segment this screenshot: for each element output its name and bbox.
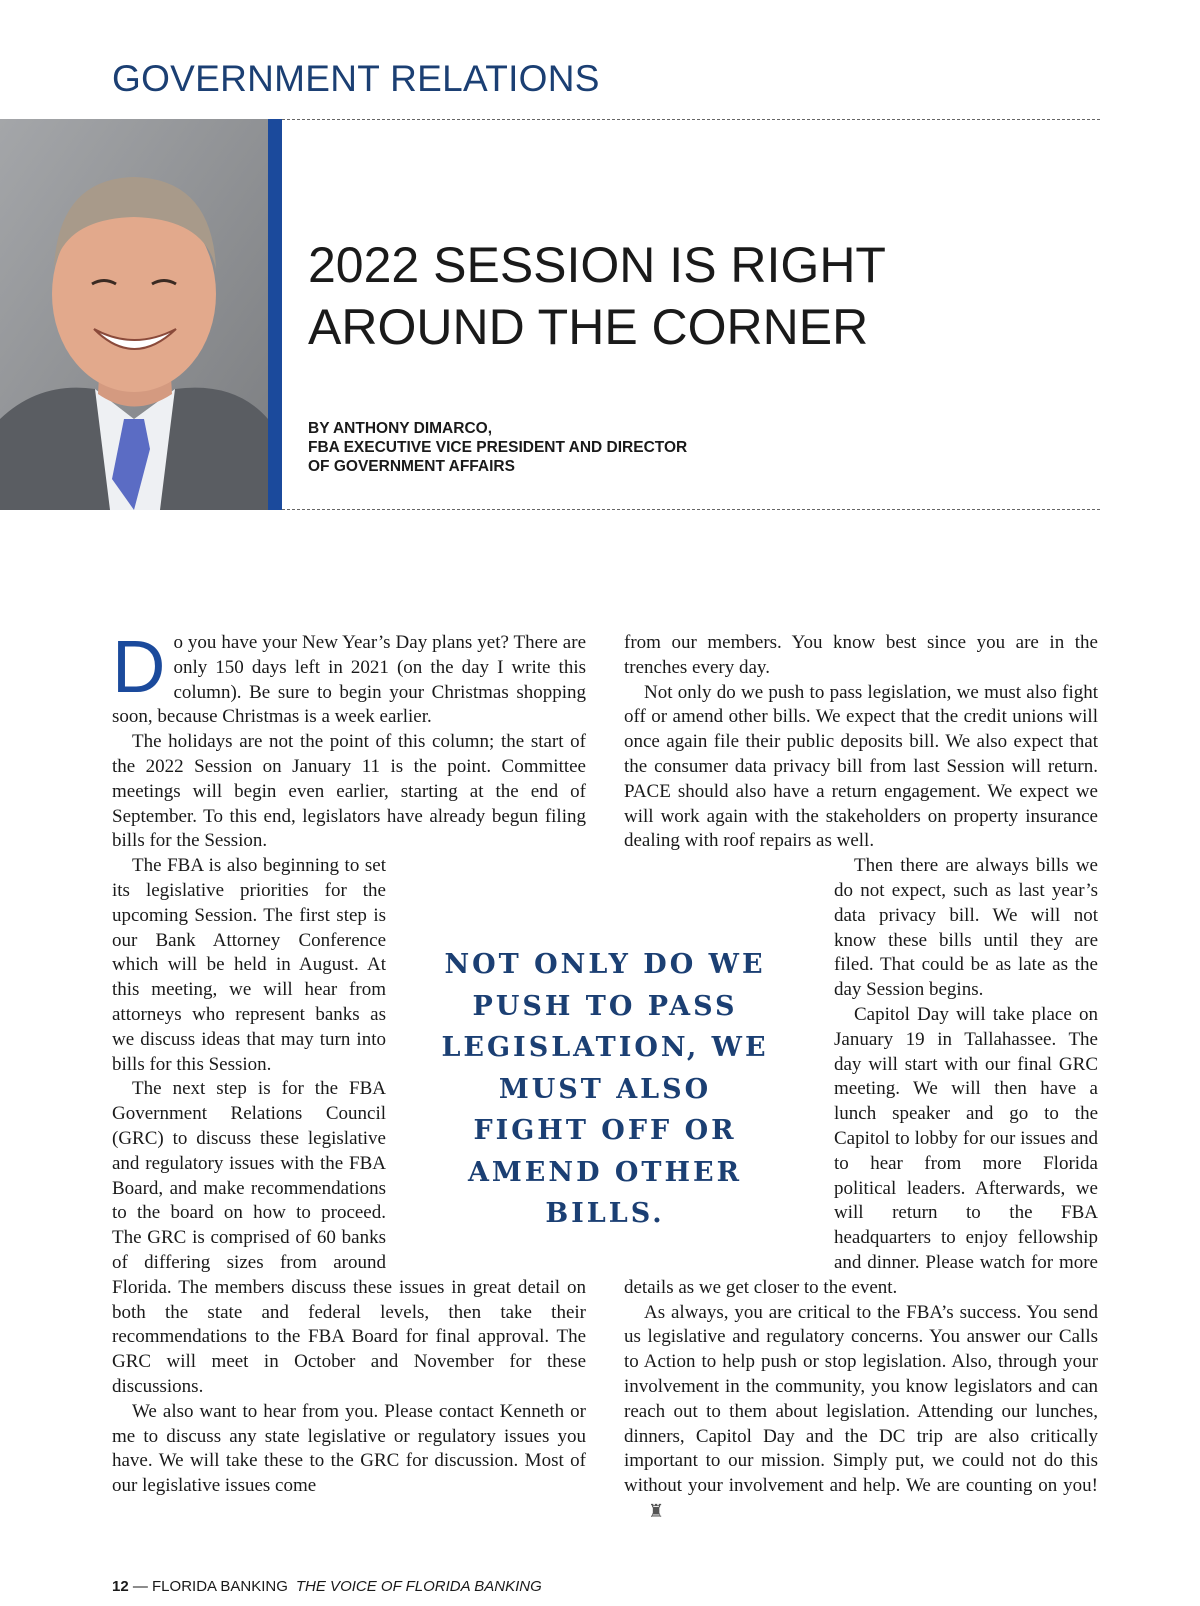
byline	[308, 419, 908, 476]
page-number: 12	[112, 1578, 129, 1595]
headline	[308, 234, 1028, 358]
article-paragraph: Capitol Day will take place on January 19 in Tallahassee. The day will start with our final GRC meeting. We will then have a lunch speaker and go to the Capitol to lobby for our issues and to hear from more Florida political leaders. Afterwards, we will return to the FBA headquarters to enjoy fellowship and dinner. Please watch for more details as we get closer to the event.	[624, 1003, 1098, 1298]
page-footer	[112, 1578, 542, 1595]
article-paragraph	[624, 1301, 1098, 1525]
article-paragraph: The FBA is also beginning to set its legislative priorities for the upcoming Session. The first step is our Bank Attorney Conference which will be held in August. At this meeting, we will hear from attorneys who represent banks as we discuss ideas that may turn into bills for this Session.	[112, 855, 386, 1075]
top-dashed-rule	[282, 119, 1100, 120]
accent-bar	[268, 119, 282, 510]
article-paragraph: Not only do we push to pass legislation, we must also fight off or amend other bills. We expect that the credit unions will once again file their public deposits bill. We also expect that the consumer data privacy bill from last Session will return. PACE should also have a return engagement. We expect we will work again with the stakeholders on property insurance dealing with roof repairs as well.	[624, 681, 1098, 852]
headline-line: AROUND THE CORNER	[308, 299, 869, 355]
article-paragraph: The next step is for the FBA Government Relations Council (GRC) to discuss these legislative and regulatory issues with the FBA Board, and make recommendations to the board on how to proceed. The GRC is comprised of 60 banks of differing sizes from around Florida. The members discuss these issues in great detail on both the state and federal levels, then take their recommendations to the FBA Board for final approval. The GRC will meet in October and November for these discussions.	[112, 1078, 586, 1397]
bottom-dashed-rule	[282, 509, 1100, 510]
article-paragraph: We also want to hear from you. Please contact Kenneth or me to discuss any state legislative or regulatory issues you have. We will take these to the GRC for discussion. Most of our legislative issues come	[112, 1400, 586, 1497]
byline-line: BY ANTHONY DIMARCO,	[308, 420, 493, 437]
author-portrait	[0, 119, 268, 510]
byline-line: OF GOVERNMENT AFFAIRS	[308, 458, 515, 475]
section-label: GOVERNMENT RELATIONS	[112, 58, 600, 99]
article-paragraph: The holidays are not the point of this column; the start of the 2022 Session on January 11 is the point. Committee meetings will begin even earlier, starting at the end of September. To this end, legislators have already begun filing bills for the Session.	[112, 731, 586, 852]
article-paragraph	[112, 625, 586, 730]
headline-line: 2022 SESSION IS RIGHT	[308, 237, 886, 293]
article-paragraph: Then there are always bills we do not expect, such as last year’s data privacy bill. We will not know these bills until they are filed. That could be as late as the day Session begins.	[834, 855, 1098, 1001]
pull-quote: NOT ONLY DO WE PUSH TO PASS LEGISLATION, WE MUST ALSO FIGHT OFF OR AMEND OTHER BILLS.	[441, 949, 769, 1229]
article-paragraph: from our members. You know best since you are in the trenches every day.	[624, 632, 1098, 678]
paragraph-text: o you have your New Year’s Day plans yet? There are only 150 days left in 2021 (on the day I write this column). Be sure to begin your Christmas shopping soon, because Christmas is a week earlier.	[112, 632, 586, 728]
paragraph-text: As always, you are critical to the FBA’s success. You send us legislative and regulatory concerns. You answer our Calls to Action to help push or stop legislation. Also, through your involvement in the community, you know legislators and can reach out to them about legislation. Attending our lunches, dinners, Capitol Day and the DC trip are also critically important to our mission. Simply put, we could not do this without your involvement and help. We are counting on you!	[624, 1301, 1098, 1497]
drop-cap: D	[112, 625, 166, 708]
fba-end-mark-icon: ♜	[648, 1500, 665, 1521]
byline-line: FBA EXECUTIVE VICE PRESIDENT AND DIRECTOR	[308, 439, 688, 456]
publication-tagline: THE VOICE OF FLORIDA BANKING	[295, 1578, 542, 1595]
publication-name: — FLORIDA BANKING	[128, 1578, 288, 1595]
